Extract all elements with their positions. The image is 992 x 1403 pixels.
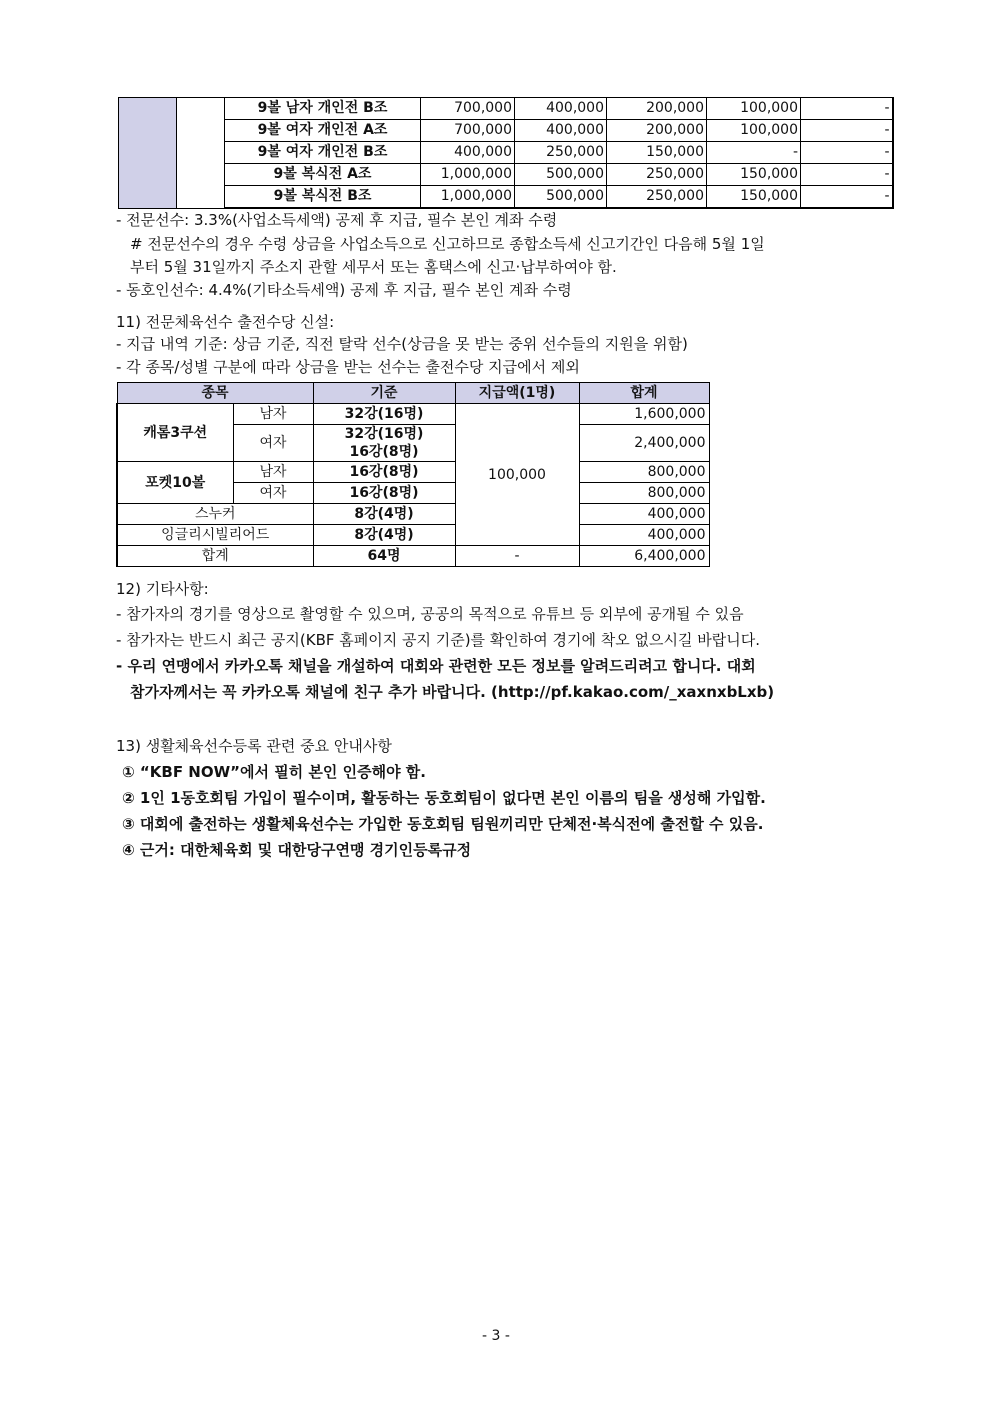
prize-cell: 400,000 [515,98,607,120]
prize-cell: 150,000 [707,164,801,186]
column-header: 기준 [313,383,455,404]
table-header-row [117,383,709,404]
discipline-cell: 잉글리시빌리어드 [117,525,313,546]
sum-cell: 400,000 [579,504,709,525]
total-amount-cell: - [455,546,579,567]
column-header: 합계 [579,383,709,404]
table-row [119,164,893,186]
event-cell: 9볼 남자 개인전 B조 [225,98,421,120]
tax-note-amateur: - 동호인선수: 4.4%(기타소득세액) 공제 후 지급, 필수 본인 계좌 수령 [116,281,572,299]
prize-table [118,97,894,209]
basis-cell: 32강(16명) [313,404,455,425]
basis-cell: 8강(4명) [313,504,455,525]
table-row [117,404,709,425]
section-12-title: 12) 기타사항: [116,580,209,598]
discipline-cell: 포켓10볼 [117,462,233,504]
event-cell: 9볼 여자 개인전 A조 [225,120,421,142]
table-row [119,98,893,120]
total-basis-cell: 64명 [313,546,455,567]
amount-cell: 100,000 [455,404,579,546]
event-cell: 9볼 여자 개인전 B조 [225,142,421,164]
section-13-item-4: ④ 근거: 대한체육회 및 대한당구연맹 경기인등록규정 [122,841,472,859]
section-12-bullet-3-cont: 참가자께서는 꼭 카카오톡 채널에 친구 추가 바랍니다. (http://pf.kakao.com/_xaxnxbLxb) [130,683,775,701]
table-total-row [117,546,709,567]
prize-cell: 150,000 [707,186,801,209]
prize-cell: - [801,98,893,120]
gender-cell: 여자 [233,483,313,504]
basis-cell: 16강(8명) [313,483,455,504]
page-number: - 3 - [482,1328,510,1344]
gender-cell: 남자 [233,462,313,483]
sum-cell: 2,400,000 [579,425,709,462]
sum-cell: 800,000 [579,483,709,504]
prize-cell: 400,000 [515,120,607,142]
section-12-bullet-2: - 참가자는 반드시 최근 공지(KBF 홈페이지 공지 기준)를 확인하여 경기에 착오 없으시길 바랍니다. [116,631,760,649]
section-13-item-3: ③ 대회에 출전하는 생활체육선수는 가입한 동호회팀 팀원끼리만 단체전·복식전에 출전할 수 있음. [122,815,764,833]
gender-cell: 남자 [233,404,313,425]
event-cell: 9볼 복식전 B조 [225,186,421,209]
sum-cell: 800,000 [579,462,709,483]
prize-cell: 1,000,000 [421,186,515,209]
sum-cell: 400,000 [579,525,709,546]
table-row [117,525,709,546]
total-label-cell: 합계 [117,546,313,567]
basis-line: 16강(8명) [349,444,419,460]
table-row [119,120,893,142]
gender-cell: 여자 [233,425,313,462]
column-header: 지급액(1명) [455,383,579,404]
section-13-item-2: ② 1인 1동호회팀 가입이 필수이며, 활동하는 동호회팀이 없다면 본인 이름의 팀을 생성해 가입함. [122,789,766,807]
prize-cell: 250,000 [607,164,707,186]
prize-cell: 200,000 [607,98,707,120]
basis-line: 32강(16명) [344,426,424,442]
section-11-bullet-2: - 각 종목/성별 구분에 따라 상금을 받는 선수는 출전수당 지급에서 제외 [116,358,580,376]
basis-cell: 8강(4명) [313,525,455,546]
section-11-bullet-1: - 지급 내역 기준: 상금 기준, 직전 탈락 선수(상금을 못 받는 중위 선수들의 지원을 위함) [116,335,688,353]
section-13-title: 13) 생활체육선수등록 관련 중요 안내사항 [116,737,392,755]
section-12-bullet-1: - 참가자의 경기를 영상으로 촬영할 수 있으며, 공공의 목적으로 유튜브 등 외부에 공개될 수 있음 [116,605,744,623]
prize-cell: 500,000 [515,164,607,186]
discipline-cell: 스누커 [117,504,313,525]
prize-cell: - [801,186,893,209]
discipline-cell: 캐롬3쿠션 [117,404,233,462]
sum-cell: 1,600,000 [579,404,709,425]
basis-cell: 16강(8명) [313,462,455,483]
tax-note-pro-detail-1: # 전문선수의 경우 수령 상금을 사업소득으로 신고하므로 종합소득세 신고기간인 다음해 5월 1일 [130,235,765,253]
prize-cell: 100,000 [707,120,801,142]
column-header: 종목 [117,383,313,404]
prize-cell: 150,000 [607,142,707,164]
basis-cell [313,425,455,462]
event-cell: 9볼 복식전 A조 [225,164,421,186]
prize-cell: 1,000,000 [421,164,515,186]
prize-cell: - [707,142,801,164]
table-row [117,504,709,525]
table-row [117,462,709,483]
prize-cell: 700,000 [421,120,515,142]
prize-cell: - [801,142,893,164]
category-cell [119,98,177,209]
section-13-item-1: ① “KBF NOW”에서 필히 본인 인증해야 함. [122,763,426,781]
subcategory-cell [177,98,225,209]
table-row [119,142,893,164]
prize-cell: 200,000 [607,120,707,142]
section-12-bullet-3: - 우리 연맹에서 카카오톡 채널을 개설하여 대회와 관련한 모든 정보를 알려드리려고 합니다. 대회 [116,657,756,675]
section-11-title: 11) 전문체육선수 출전수당 신설: [116,313,335,331]
prize-cell: - [801,120,893,142]
tax-note-pro: - 전문선수: 3.3%(사업소득세액) 공제 후 지급, 필수 본인 계좌 수령 [116,211,558,229]
table-row [119,186,893,209]
prize-cell: 500,000 [515,186,607,209]
prize-cell: 700,000 [421,98,515,120]
prize-cell: 100,000 [707,98,801,120]
appearance-fee-table [116,382,710,567]
tax-note-pro-detail-2: 부터 5월 31일까지 주소지 관할 세무서 또는 홈택스에 신고·납부하여야 함. [130,258,617,276]
prize-cell: 250,000 [607,186,707,209]
prize-cell: - [801,164,893,186]
prize-cell: 250,000 [515,142,607,164]
prize-cell: 400,000 [421,142,515,164]
total-sum-cell: 6,400,000 [579,546,709,567]
